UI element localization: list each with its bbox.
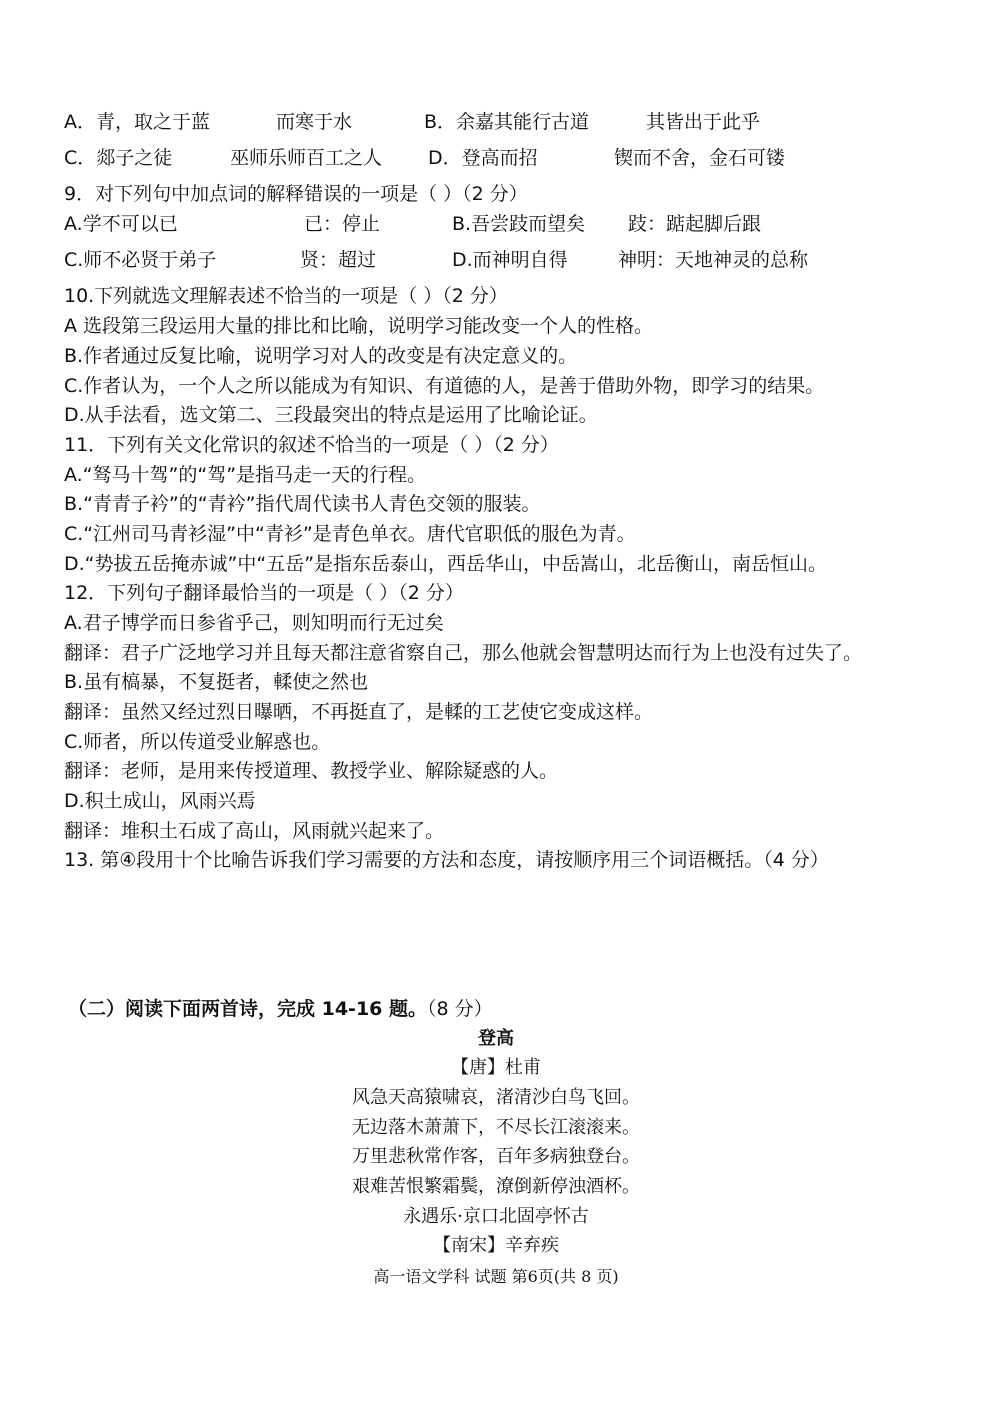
poem-title: 登高 [478,1028,514,1049]
q12-option-b: B.虽有槁暴，不复挺者，輮使之然也 [64,671,369,693]
poem2-author: 【南宋】辛弃疾 [433,1235,559,1256]
poem-line: 艰难苦恨繁霜鬓，潦倒新停浊酒杯。 [352,1176,640,1197]
q9-option-d-gloss: 神明：天地神灵的总称 [618,249,809,271]
q12-option-c-translation: 翻译：老师，是用来传授道理、教授学业、解除疑惑的人。 [64,760,559,782]
q10-option-b: B.作者通过反复比喻，说明学习对人的改变是有决定意义的。 [64,345,578,367]
q8-option-b-part2: 其皆出于此乎 [646,111,761,133]
q12-option-d-translation: 翻译：堆积土石成了高山，风雨就兴起来了。 [64,820,445,842]
q8-option-d: D．登高而招 [428,147,538,169]
poem2-title: 永遇乐·京口北固亭怀古 [403,1206,589,1227]
poem-line: 万里悲秋常作客，百年多病独登台。 [352,1146,640,1167]
poem-line: 风急天高猿啸哀，渚清沙白鸟飞回。 [352,1087,640,1108]
q8-option-a: A．青，取之于蓝 [64,111,210,133]
q10-stem: 10.下列就选文理解表述不恰当的一项是（ ）（2 分） [64,285,508,307]
q9-option-a: A.学不可以已 [64,213,178,235]
q12-option-b-translation: 翻译：虽然又经过烈日曝晒，不再挺直了，是輮的工艺使它变成这样。 [64,701,654,723]
q12-option-a: A.君子博学而日参省乎己，则知明而行无过矣 [64,612,444,634]
q9-option-d: D.而神明自得 [452,249,568,271]
q9-option-a-gloss: 已：停止 [304,213,381,235]
q11-stem: 11．下列有关文化常识的叙述不恰当的一项是（ ）（2 分） [64,434,559,456]
q13-stem: 13. 第④段用十个比喻告诉我们学习需要的方法和态度，请按顺序用三个词语概括。（4 分） [64,849,829,871]
q11-option-d: D.“势拔五岳掩赤诚”中“五岳”是指东岳泰山，西岳华山，中岳嵩山，北岳衡山，南岳恒山。 [64,553,828,575]
q8-option-c-part2: 巫师乐师百工之人 [230,147,383,169]
q12-option-a-translation: 翻译：君子广泛地学习并且每天都注意省察自己，那么他就会智慧明达而行为上也没有过失了。 [64,642,863,664]
poem-line: 无边落木萧萧下，不尽长江滚滚来。 [352,1117,640,1138]
page-footer: 高一语文学科 试题 第6页(共 8 页) [373,1267,619,1286]
q8-option-a-part2: 而寒于水 [276,111,353,133]
q10-option-d: D.从手法看，选文第二、三段最突出的特点是运用了比喻论证。 [64,404,598,426]
q12-option-d: D.积土成山，风雨兴焉 [64,790,256,812]
q8-option-c: C．郯子之徒 [64,147,173,169]
q12-stem: 12．下列句子翻译最恰当的一项是（ ）（2 分） [64,582,464,604]
poem-author: 【唐】杜甫 [451,1057,541,1078]
section-heading-text: （二）阅读下面两首诗，完成 14-16 题。 [68,998,427,1020]
q9-stem: 9．对下列句中加点词的解释错误的一项是（ ）（2 分） [64,183,528,205]
q11-option-a: A.“驽马十驾”的“驾”是指马走一天的行程。 [64,464,427,486]
q9-option-c-gloss: 贤：超过 [300,249,377,271]
q9-option-b: B.吾尝跂而望矣 [452,213,586,235]
q8-option-d-part2: 锲而不舍，金石可镂 [614,147,786,169]
section-points: （8 分） [427,998,493,1020]
q12-option-c: C.师者，所以传道受业解惑也。 [64,731,331,753]
q9-option-b-gloss: 跂：踮起脚后跟 [628,213,762,235]
q11-option-b: B.“青青子衿”的“青衿”指代周代读书人青色交领的服装。 [64,493,541,515]
q10-option-a: A 选段第三段运用大量的排比和比喻，说明学习能改变一个人的性格。 [64,315,654,337]
q11-option-c: C.“江州司马青衫湿”中“青衫”是青色单衣。唐代官职低的服色为青。 [64,523,636,545]
q9-option-c: C.师不必贤于弟子 [64,249,217,271]
section-heading [68,997,493,1021]
q10-option-c: C.作者认为，一个人之所以能成为有知识、有道德的人，是善于借助外物，即学习的结果。 [64,375,825,397]
q8-option-b: B．余嘉其能行古道 [424,111,590,133]
